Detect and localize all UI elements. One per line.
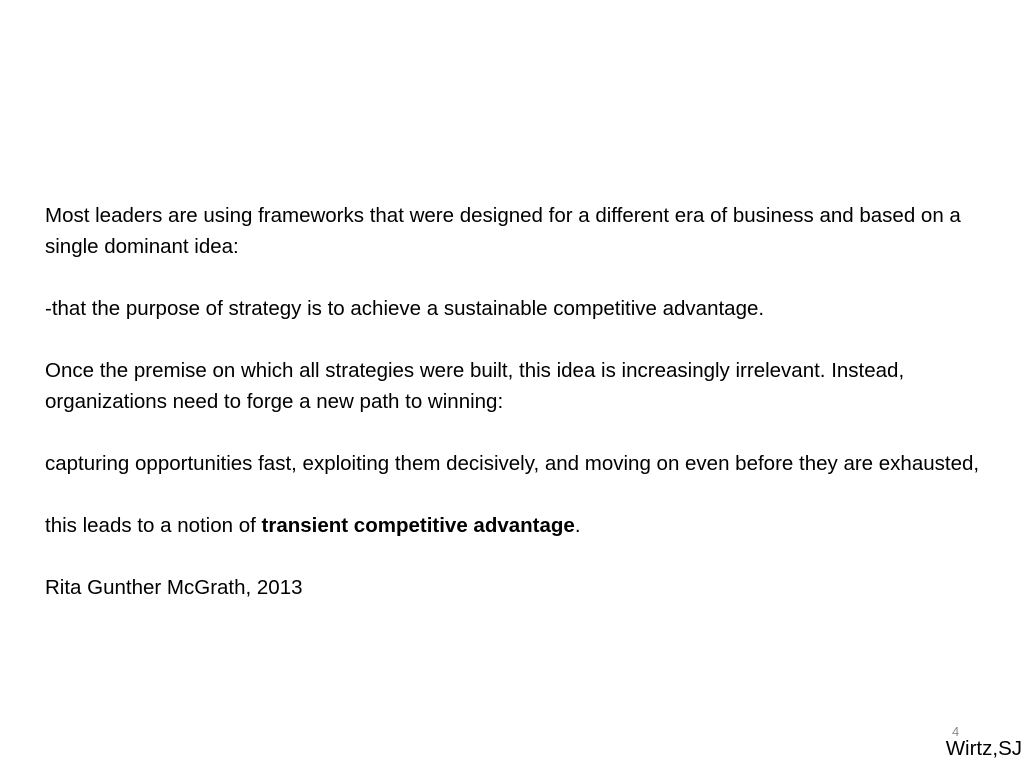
conclusion-suffix: . (574, 514, 581, 537)
author-tag: Wirtz,SJ (945, 737, 1022, 760)
paragraph-purpose: -that the purpose of strategy is to achieve a sustainable competitive advantage. (45, 297, 765, 320)
paragraph-intro: Most leaders are using frameworks that were designed for a different era of business and based on a single dominant idea: (45, 204, 961, 258)
slide-body (45, 200, 995, 603)
conclusion-prefix: this leads to a notion of (45, 514, 262, 537)
citation: Rita Gunther McGrath, 2013 (45, 576, 303, 599)
paragraph-conclusion (45, 510, 995, 541)
paragraph-opportunities: capturing opportunities fast, exploiting them decisively, and moving on even before they are exhausted, (45, 452, 980, 475)
slide-number: 4 (952, 724, 960, 739)
paragraph-premise: Once the premise on which all strategies were built, this idea is increasingly irrelevant. Instead, organizations need to forge a new path to winning: (45, 359, 905, 413)
conclusion-emphasis: transient competitive advantage (261, 514, 575, 537)
